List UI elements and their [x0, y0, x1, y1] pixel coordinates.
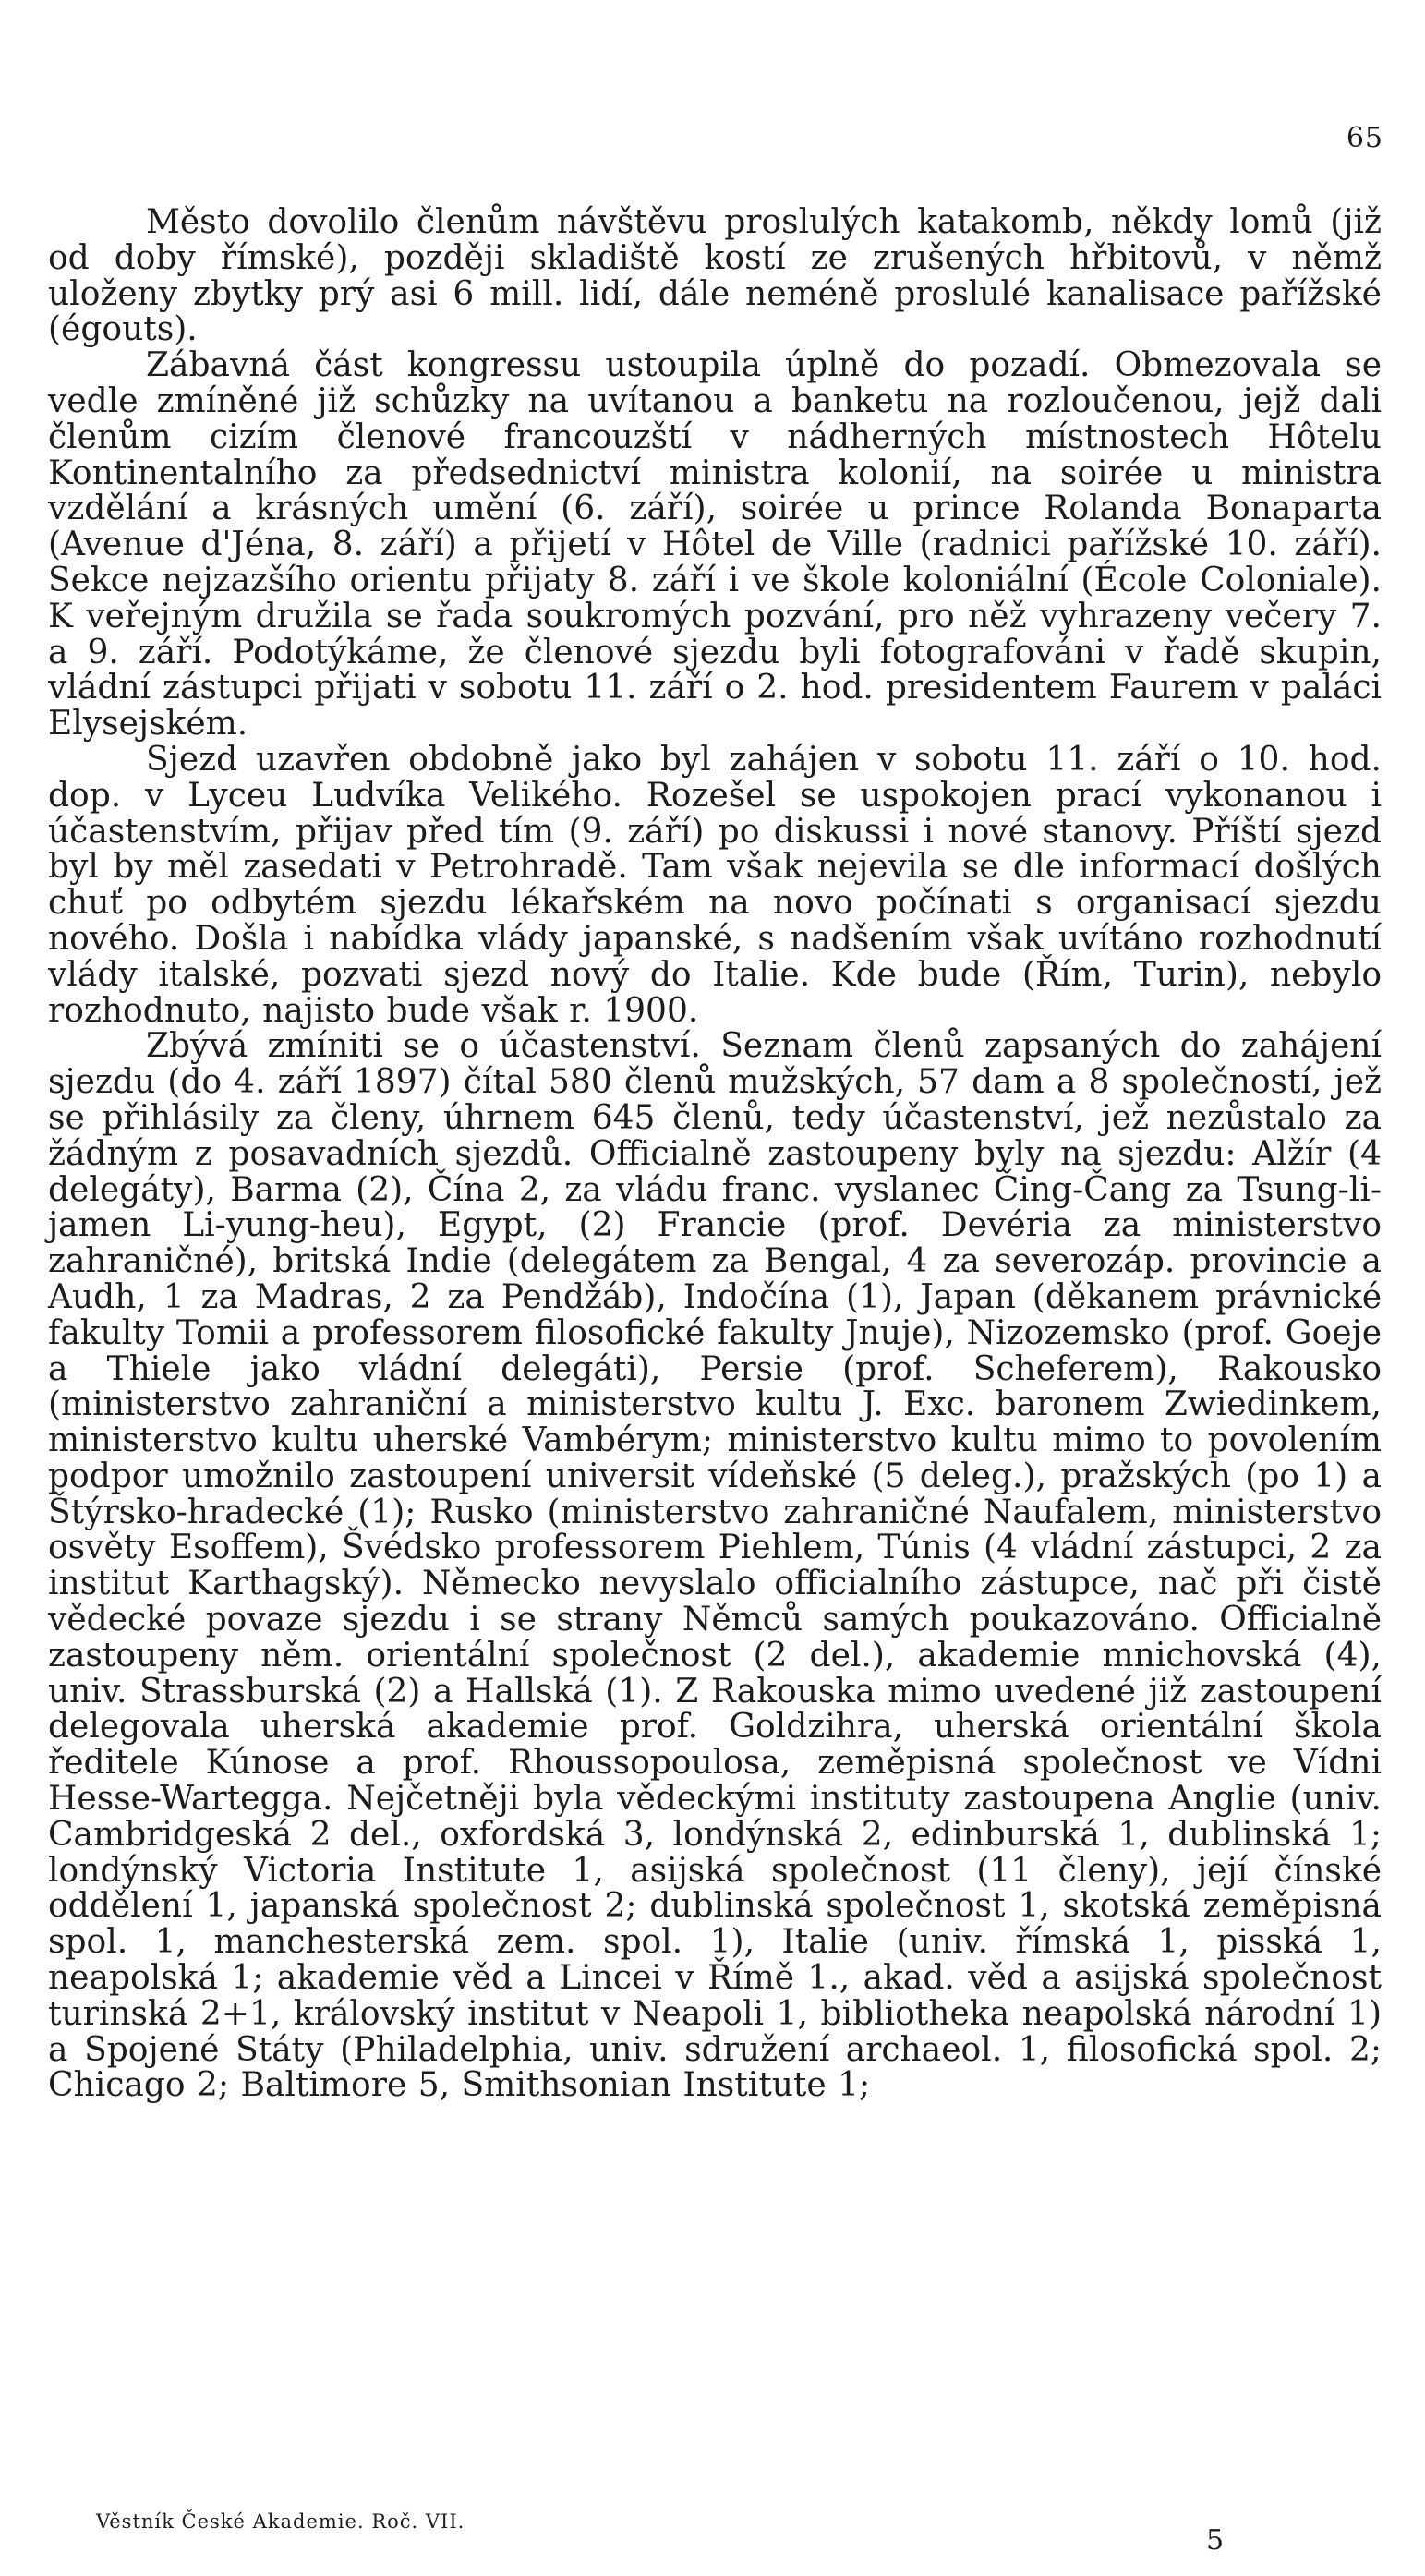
paragraph-3: Sjezd uzavřen obdobně jako byl zahájen v sobotu 11. září o 10. hod. dop. v Lyceu Ludvíka Velikého. Rozešel se uspokojen prací vykonanou i účastenstvím, přijav před tím (9. září) po diskussi i nové stanovy. Příští sjezd byl by měl zasedati v Petrohradě. Tam však nejevila se dle informací došlých chuť po odbytém sjezdu lékařském na novo počínati s organisací sjezdu nového. Došla i nabídka vlády japanské, s nadšením však uvítáno rozhodnutí vlády italské, pozvati sjezd nový do Italie. Kde bude (Řím, Turin), nebylo rozhodnuto, najisto bude však r. 1900. — [48, 740, 1382, 1030]
page-number: 65 — [1346, 122, 1383, 154]
footer-journal-title: Věstník České Akademie. Roč. VII. — [96, 2510, 465, 2533]
footer-signature-mark: 5 — [1206, 2524, 1225, 2557]
paragraph-4: Zbývá zmíniti se o účastenství. Seznam členů zapsaných do zahájení sjezdu (do 4. září 1897) čítal 580 členů mužských, 57 dam a 8 společností, jež se přihlásily za členy, úhrnem 645 členů, tedy účastenství, jež nezůstalo za žádným z posavadních sjezdů. Officialně zastoupeny byly na sjezdu: Alžír (4 delegáty), Barma (2), Čína 2, za vládu franc. vyslanec Čing-Čang za Tsung-li-jamen Li-yung-heu), Egypt, (2) Francie (prof. Devéria za ministerstvo zahraničné), britská Indie (delegátem za Bengal, 4 za severozáp. provincie a Audh, 1 za Madras, 2 za Pendžáb), Indočína (1), Japan (děkanem právnické fakulty Tomii a professorem filosofické fakulty Jnuje), Nizozemsko (prof. Goeje a Thiele jako vládní delegáti), Persie (prof. Scheferem), Rakousko (ministerstvo zahraniční a ministerstvo kultu J. Exc. baronem Zwiedinkem, ministerstvo kultu uherské Vambérym; ministerstvo kultu mimo to povolením podpor umožnilo zastoupení universit vídeňské (5 deleg.), pražských (po 1) a Štýrsko-hradecké (1); Rusko (ministerstvo zahraničné Naufalem, ministerstvo osvěty Esoffem), Švédsko professorem Piehlem, Túnis (4 vládní zástupci, 2 za institut Karthagský). Německo nevyslalo officialního zástupce, nač při čistě vědecké povaze sjezdu i se strany Němců samých poukazováno. Officialně zastoupeny něm. orientální společnost (2 del.), akademie mnichovská (4), univ. Strassburská (2) a Hallská (1). Z Rakouska mimo uvedené již zastoupení delegovala uherská akademie prof. Goldzihra, uherská orientální škola ředitele Kúnose a prof. Rhoussopoulosa, zeměpisná společnost ve Vídni Hesse-Wartegga. Nejčetněji byla vědeckými instituty zastoupena Anglie (univ. Cambridgeská 2 del., oxfordská 3, londýnská 2, edinburská 1, dublinská 1; londýnský Victoria Institute 1, asijská společnost (11 členy), její čínské oddělení 1, japanská společnost 2; dublinská společnost 1, skotská zeměpisná spol. 1, manchesterská zem. spol. 1), Italie (univ. římská 1, pisská 1, neapolská 1; akademie věd a Lincei v Římě 1., akad. věd a asijská společnost turinská 2+1, královský institut v Neapoli 1, bibliotheka neapolská národní 1) a Spojené Státy (Philadelphia, univ. sdružení archaeol. 1, filosofická spol. 2; Chicago 2; Baltimore 5, Smithsonian Institute 1; — [48, 1027, 1382, 2105]
paragraph-1: Město dovolilo členům návštěvu proslulých katakomb, někdy lomů (již od doby římské), později skladiště kostí ze zrušených hřbitovů, v němž uloženy zbytky prý asi 6 mill. lidí, dále neméně proslulé kanalisace pařížské (égouts). — [48, 203, 1382, 349]
body-text — [48, 205, 1382, 2104]
paragraph-2: Zábavná část kongressu ustoupila úplně do pozadí. Obmezovala se vedle zmíněné již schůzky na uvítanou a banketu na rozloučenou, jejž dali členům cizím členové francouzští v nádherných místnostech Hôtelu Kontinentalního za předsednictví ministra kolonií, na soirée u ministra vzdělání a krásných umění (6. září), soirée u prince Rolanda Bonaparta (Avenue d'Jéna, 8. září) a přijetí v Hôtel de Ville (radnici pařížské 10. září). Sekce nejzazšího orientu přijaty 8. září i ve škole koloniální (École Coloniale). K veřejným družila se řada soukromých pozvání, pro něž vyhrazeny večery 7. a 9. září. Podotýkáme, že členové sjezdu byli fotografováni v řadě skupin, vládní zástupci přijati v sobotu 11. září o 2. hod. presidentem Faurem v paláci Elysejském. — [48, 346, 1382, 744]
